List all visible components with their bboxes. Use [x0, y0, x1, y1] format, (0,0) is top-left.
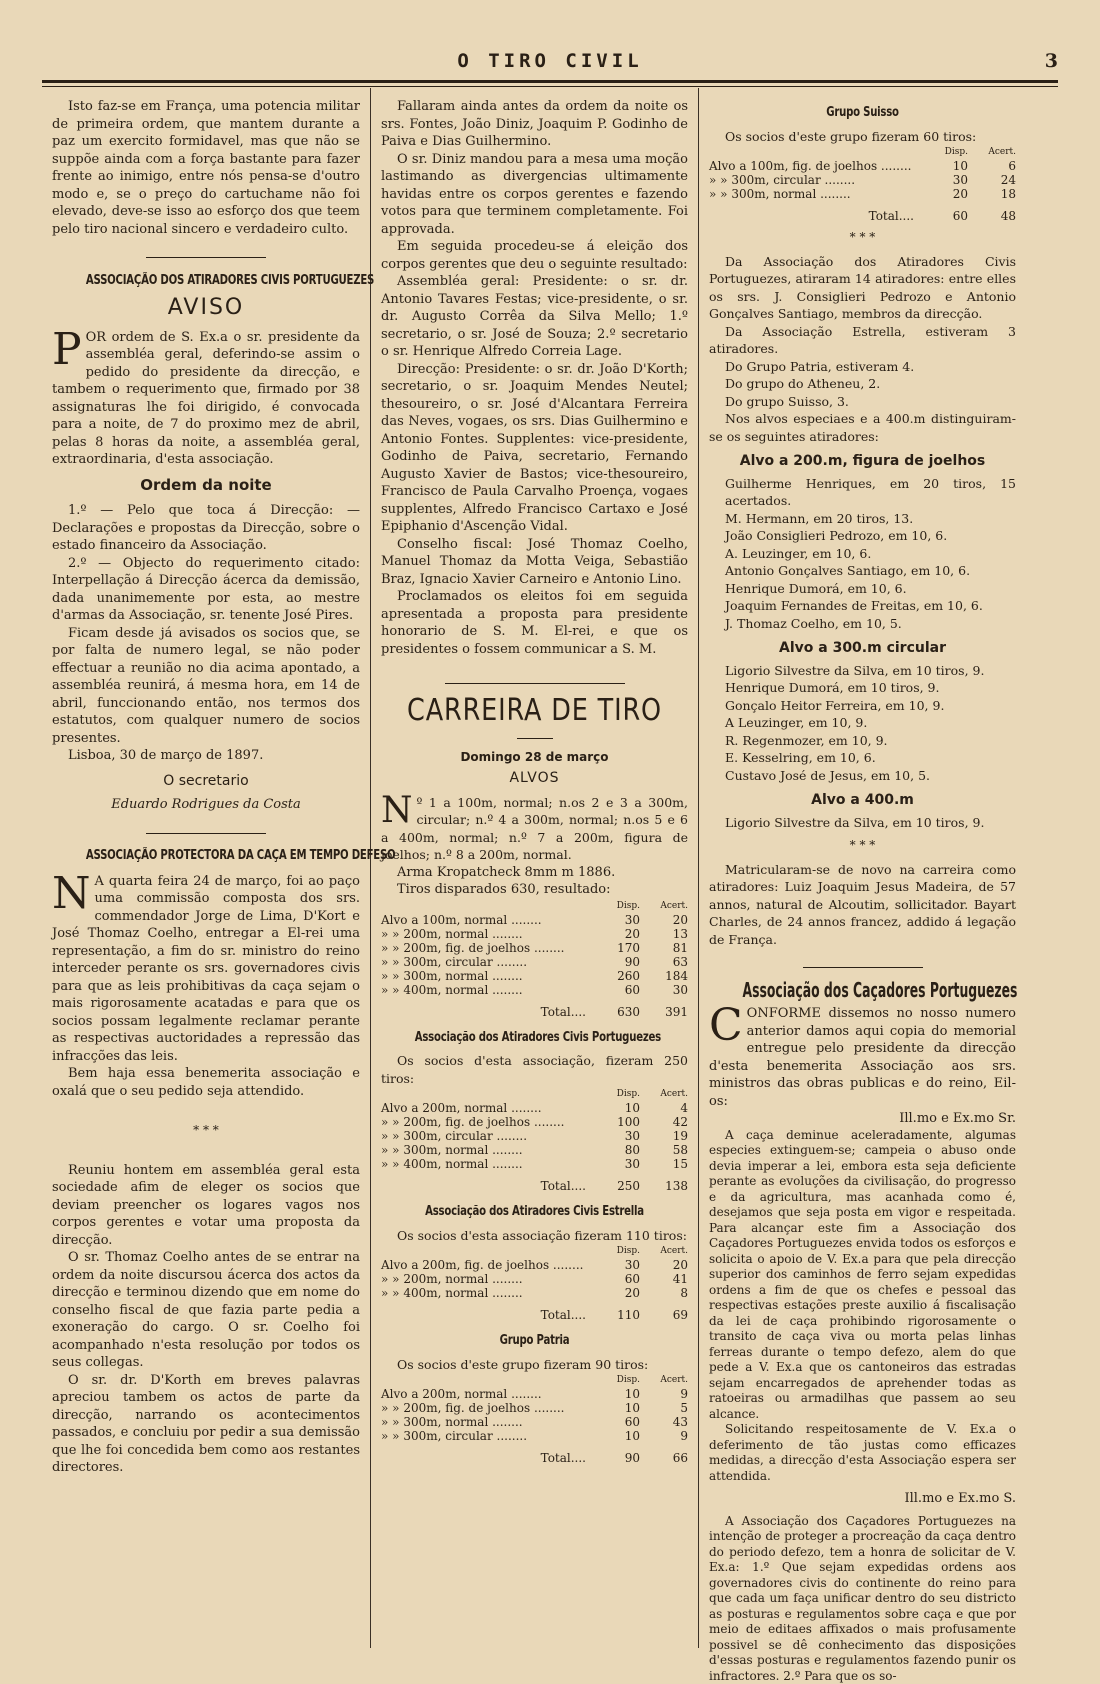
list-item: R. Regenmozer, em 10, 9.: [709, 732, 1016, 750]
list-item: Ligorio Silvestre da Silva, em 10 tiros, 9.: [709, 662, 1016, 680]
cacadores-text: ONFORME dissemos no nosso numero anterior damos aqui copia do memorial entregue pelo presidente da direcção d'esta benemerita Associação aos srs. ministros das obras publicas e do reino, Eil-os:: [709, 1006, 1016, 1109]
section-heading-suisso: Grupo Suisso: [743, 104, 982, 122]
table-row: » » 200m, normal ........ 60 41: [381, 1272, 688, 1286]
list-item: Antonio Gonçalves Santiago, em 10, 6.: [709, 562, 1016, 580]
column-3: [698, 88, 1026, 1648]
salutation: Ill.mo e Ex.mo S.: [709, 1490, 1016, 1508]
reuniu-paragraph-2: O sr. Thomaz Coelho antes de se entrar na ordem da noite discursou ácerca dos actos da direcção e terminou dizendo que em nome do conselho fiscal de que fazia parte pedia a exoneração do cargo. O sr. Coelho foi acompanhado n'esta resolução por todos os seus collegas.: [52, 1249, 360, 1372]
aviso-text: OR ordem de S. Ex.a o sr. presidente da assembléa geral, deferindo-se assim o pedido do presidente da direcção, e tambem o requerimento que, firmado por 38 assignaturas lhe foi dirigido, é convocada para a noite, de 7 do proximo mez de abril, pelas 8 horas da noite, a assembléa geral, extraordinaria, d'esta associação.: [52, 330, 360, 468]
list-item: Guilherme Henriques, em 20 tiros, 15 acertados.: [709, 475, 1016, 510]
table-row: » » 300m, normal ........ 60 43: [381, 1415, 688, 1429]
tiros-line: Tiros disparados 630, resultado:: [381, 881, 688, 899]
carreira-title: CARREIRA DE TIRO: [404, 702, 665, 720]
table-row: » » 200m, fig. de joelhos ........ 100 42: [381, 1115, 688, 1129]
section-intro: Os socios d'este grupo fizeram 60 tiros:: [709, 128, 1016, 146]
caca-paragraph-2: Bem haja essa benemerita associação e oxalá que o seu pedido seja attendido.: [52, 1065, 360, 1100]
separator: [52, 822, 360, 840]
paragraph: Da Associação Estrella, estiveram 3 atiradores.: [709, 323, 1016, 358]
cacadores-memorial-2: Solicitando respeitosamente de V. Ex.a o deferimento de tão justas como efficazes medidas, a direcção d'esta Associação espera ser attendida.: [709, 1422, 1016, 1484]
table-total-row: Total.... 110 69: [381, 1300, 688, 1322]
subheading-300: Alvo a 300.m circular: [709, 640, 1016, 658]
results-table-total: [381, 899, 688, 1019]
signature: Eduardo Rodrigues da Costa: [52, 796, 360, 814]
reuniu-paragraph-3: O sr. dr. D'Korth em breves palavras apreciou tambem os actos de parte da direcção, narrando os acontecimentos passados, e concluiu por pedir a sua demissão que lhe foi concedida bem como aos restantes directores.: [52, 1372, 360, 1477]
table-row: » » 400m, normal ........ 30 15: [381, 1157, 688, 1171]
cacadores-memorial-3: A Associação dos Caçadores Portuguezes na intenção de proteger a procreação da caça dentro do periodo defezo, tem a honra de solicitar de V. Ex.a: 1.º Que sejam expedidas ordens aos governadores civis do continente do reino para que cada um faça unificar dentro do seu districto as posturas e regulamentos sobre caça e que por meio de editaes affixados o mais profusamente possivel se dê conhecimento das disposições d'essas posturas e regulamentos fazendo punir os infractores. 2.º Para que os so-: [709, 1514, 1016, 1684]
table-row: » » 400m, normal ........ 60 30: [381, 983, 688, 997]
results-table-patria: [381, 1373, 688, 1465]
secretario-label: O secretario: [52, 773, 360, 791]
table-total-row: Total.... 250 138: [381, 1171, 688, 1193]
section-intro: Os socios d'esta associação fizeram 110 tiros:: [381, 1227, 688, 1245]
cacadores-memorial: A caça deminue aceleradamente, algumas especies extinguem-se; campeia o abuso onde devia imperar a lei, embora esta seja deficiente perante as evoluções da civilisação, do progresso e da agricultura, mas acanhada como é, desejamos que seja posta em vigor e respeitada. Para alcançar este fim a Associação dos Caçadores Portuguezes envida todos os esforços e solicita o apoio de V. Ex.a para que pela direcção superior dos caminhos de ferro sejam expedidas ordens a fim de que os chefes e pessoal das respectivas estações preste auxilio á fiscalisação da lei de caça prohibindo rigorosamente o transito de caça viva ou morta pelas linhas ferreas durante o tempo defezo, alem do que pede a V. Ex.a que os cantoneiros das estradas sejam encarregados de aprehender todas as ratoeiras ou armadilhas que passem ao seu alcance.: [709, 1128, 1016, 1423]
list-item: Gonçalo Heitor Ferreira, em 10, 9.: [709, 697, 1016, 715]
list-item: Joaquim Fernandes de Freitas, em 10, 6.: [709, 597, 1016, 615]
paragraph: Do Grupo Patria, estiveram 4.: [709, 358, 1016, 376]
table-row: Alvo a 200m, fig. de joelhos ........ 30 20: [381, 1258, 688, 1272]
table-header: Disp. Acert.: [381, 899, 688, 913]
table-row: » » 300m, normal ........ 260 184: [381, 969, 688, 983]
paragraph-assembleia: Assembléa geral: Presidente: o sr. dr. Antonio Tavares Festas; vice-presidente, o sr. dr. Augusto Corrêa da Silva Mello; 1.º secretario, o sr. José de Souza; 2.º secretario o sr. Henrique Alfredo Correia Lage.: [381, 273, 688, 361]
list-item: João Consiglieri Pedrozo, em 10, 6.: [709, 527, 1016, 545]
section-heading-cacadores: Associação dos Caçadores Portuguezes: [743, 982, 983, 1000]
paragraph: Do grupo Suisso, 3.: [709, 393, 1016, 411]
section-heading-estrella: Associação dos Atiradores Civis Estrella: [415, 1203, 654, 1221]
section-intro: Os socios d'este grupo fizeram 90 tiros:: [381, 1356, 688, 1374]
results-table-suisso: [709, 145, 1016, 223]
paragraph: Do grupo do Atheneu, 2.: [709, 375, 1016, 393]
intro-paragraph: Isto faz-se em França, uma potencia militar de primeira ordem, que mantem durante a paz um exercito formidavel, mas que não se suppõe ainda com a força bastante para fazer frente ao inimigo, entre nós pensa-se d'outro modo e, se o preço do cartuchame não foi elevado, deve-se isso ao esforço dos que teem pelo tiro nacional sincero e verdadeiro culto.: [52, 98, 360, 238]
alvos-text: º 1 a 100m, normal; n.os 2 e 3 a 300m, circular; n.º 4 a 300m, normal; n.os 5 e 6 a 400m, normal; n.º 7 a 200m, figura de joelhos; n.º 8 a 200m, normal.: [381, 795, 688, 863]
matric-paragraph: Matricularam-se de novo na carreira como atiradores: Luiz Joaquim Jesus Madeira, de 57 annos, natural de Alcoutim, sollicitador. Bayart Charles, de 24 annos francez, addido á legação de França.: [709, 861, 1016, 949]
salutation: Ill.mo e Ex.mo Sr.: [709, 1110, 1016, 1128]
paragraph-conselho: Conselho fiscal: José Thomaz Coelho, Manuel Thomaz da Motta Veiga, Sebastião Braz, Ignacio Xavier Carneiro e Antonio Lino.: [381, 536, 688, 589]
column-2: [370, 88, 698, 1648]
list-item: J. Thomaz Coelho, em 10, 5.: [709, 615, 1016, 633]
table-header: Disp. Acert.: [381, 1087, 688, 1101]
table-row: » » 200m, fig. de joelhos ........ 170 81: [381, 941, 688, 955]
newspaper-title: O TIRO CIVIL: [42, 50, 1058, 72]
page-number: 3: [1045, 50, 1058, 72]
table-row: » » 300m, circular ........ 90 63: [381, 955, 688, 969]
list-item: Ligorio Silvestre da Silva, em 10 tiros, 9.: [709, 814, 1016, 832]
paragraph: Da Associação dos Atiradores Civis Portuguezes, atiraram 14 atiradores: entre elles os srs. J. Consiglieri Pedrozo e Antonio Gonçalves Santiago, membros da direcção.: [709, 253, 1016, 323]
arma-line: Arma Kropatcheck 8mm m 1886.: [381, 864, 688, 882]
drop-cap: C: [709, 1007, 743, 1045]
separator: [52, 246, 360, 264]
separator: [381, 672, 688, 690]
ordem-item-2: 2.º — Objecto do requerimento citado: Interpellação á Direcção ácerca da demissão, dada unanimemente por esta, ao mestre d'armas da Associação, sr. tenente José Pires.: [52, 555, 360, 625]
asterism: * * *: [709, 837, 1016, 855]
list-300: [709, 662, 1016, 785]
table-row: » » 300m, normal ........ 80 58: [381, 1143, 688, 1157]
section-intro: Os socios d'esta associação, fizeram 250 tiros:: [381, 1052, 688, 1087]
cacadores-paragraph: [709, 1005, 1016, 1110]
section-heading-patria: Grupo Patria: [415, 1332, 654, 1350]
list-item: Custavo José de Jesus, em 10, 5.: [709, 767, 1016, 785]
subheading-200: Alvo a 200.m, figura de joelhos: [709, 453, 1016, 471]
table-row: Alvo a 200m, normal ........ 10 4: [381, 1101, 688, 1115]
list-item: Henrique Dumorá, em 10 tiros, 9.: [709, 679, 1016, 697]
list-item: A Leuzinger, em 10, 9.: [709, 714, 1016, 732]
list-item: M. Hermann, em 20 tiros, 13.: [709, 510, 1016, 528]
aviso-paragraph: [52, 329, 360, 469]
asterism: * * *: [709, 229, 1016, 247]
list-400: [709, 814, 1016, 832]
ordem-title: Ordem da noite: [52, 477, 360, 495]
reuniu-paragraph-1: Reuniu hontem em assembléa geral esta sociedade afim de eleger os socios que deviam preencher os logares vagos nos corpos gerentes e votar uma proposta da direcção.: [52, 1162, 360, 1250]
asterism: * * *: [52, 1122, 360, 1140]
table-total-row: Total.... 630 391: [381, 997, 688, 1019]
paragraph: Proclamados os eleitos foi em seguida apresentada a proposta para presidente honorario de S. M. El-rei, e que os presidentes o fossem communicar a S. M.: [381, 588, 688, 658]
ordem-item-1: 1.º — Pelo que toca á Direcção: — Declarações e propostas da Direcção, sobre o estado financeiro da Associação.: [52, 502, 360, 555]
paragraph: Em seguida procedeu-se á eleição dos corpos gerentes que deu o seguinte resultado:: [381, 238, 688, 273]
table-header: Disp. Acert.: [381, 1244, 688, 1258]
table-total-row: Total.... 90 66: [381, 1443, 688, 1465]
section-heading-acp: Associação dos Atiradores Civis Portuguezes: [415, 1029, 654, 1047]
section-heading-caca: ASSOCIAÇÃO PROTECTORA DA CAÇA EM TEMPO DEFESO: [86, 847, 326, 865]
results-table-acp: [381, 1087, 688, 1193]
table-row: Alvo a 100m, fig. de joelhos ........ 10 6: [709, 159, 1016, 173]
section-heading-atiradores: ASSOCIAÇÃO DOS ATIRADORES CIVIS PORTUGUEZES: [86, 272, 326, 290]
paragraph: Nos alvos especiaes e a 400.m distinguiram-se os seguintes atiradores:: [709, 410, 1016, 445]
caca-text: A quarta feira 24 de março, foi ao paço uma commissão composta dos srs. commendador Jorge de Lima, D'Kort e José Thomaz Coelho, entregar a El-rei uma representação, a fim do sr. ministro do reino interceder perante os srs. governadores civis para que as leis prohibitivas da caça sejam o mais rigorosamente acatadas e para que os socios possam legalmente reclamar perante as respectivas auctoridades a repressão das infracções das leis.: [52, 874, 360, 1064]
ordem-item-3: Ficam desde já avisados os socios que, se por falta de numero legal, se não poder effectuar a reunião no dia acima apontado, a assembléa reunirá, á mesma hora, em 14 de abril, funccionando então, nos termos dos estatutos, com qualquer numero de socios presentes.: [52, 625, 360, 748]
table-row: » » 200m, fig. de joelhos ........ 10 5: [381, 1401, 688, 1415]
header-rule-thin: [42, 86, 1058, 87]
alvos-paragraph: [381, 794, 688, 864]
table-row: » » 200m, normal ........ 20 13: [381, 927, 688, 941]
separator: [709, 956, 1016, 974]
list-item: E. Kesselring, em 10, 6.: [709, 749, 1016, 767]
caca-paragraph: [52, 873, 360, 1066]
paragraph: Fallaram ainda antes da ordem da noite os srs. Fontes, João Diniz, Joaquim P. Godinho de Paiva e Dias Guilhermino.: [381, 98, 688, 151]
table-row: Alvo a 200m, normal ........ 10 9: [381, 1387, 688, 1401]
table-row: » » 400m, normal ........ 20 8: [381, 1286, 688, 1300]
table-row: » » 300m, circular ........ 30 19: [381, 1129, 688, 1143]
table-row: » » 300m, normal ........ 20 18: [709, 187, 1016, 201]
date-line: Lisboa, 30 de março de 1897.: [52, 747, 360, 765]
column-1: [42, 88, 370, 1648]
list-item: Henrique Dumorá, em 10, 6.: [709, 580, 1016, 598]
table-row: » » 300m, circular ........ 10 9: [381, 1429, 688, 1443]
drop-cap: N: [381, 796, 413, 826]
alvos-heading: ALVOS: [381, 770, 688, 788]
header-rule: [42, 80, 1058, 83]
paragraph: O sr. Diniz mandou para a mesa uma moção lastimando as divergencias ultimamente havidas entre os corpos gerentes e fazendo votos para que terminem completamente. Foi approvada.: [381, 151, 688, 239]
list-200: [709, 475, 1016, 633]
table-header: Disp. Acert.: [381, 1373, 688, 1387]
carreira-date: Domingo 28 de março: [381, 749, 688, 767]
drop-cap: N: [52, 875, 91, 913]
aviso-title: AVISO: [52, 299, 360, 317]
drop-cap: P: [52, 331, 82, 369]
table-row: » » 300m, circular ........ 30 24: [709, 173, 1016, 187]
paragraph-direccao: Direcção: Presidente: o sr. dr. João D'Korth; secretario, o sr. Joaquim Mendes Neutel; thesoureiro, o sr. José d'Alcantara Ferreira das Neves, vogaes, os srs. Dias Guilhermino e Antonio Fontes. Supplentes: vice-presidente, Godinho de Paiva, secretario, Fernando Augusto Xavier de Bastos; vice-thesoureiro, Francisco de Paula Carvalho Proença, vogaes supplentes, Alfredo Francisco Cartaxo e José Epiphanio d'Ascenção Vidal.: [381, 361, 688, 536]
masthead: [42, 0, 1058, 88]
table-total-row: Total.... 60 48: [709, 201, 1016, 223]
list-item: A. Leuzinger, em 10, 6.: [709, 545, 1016, 563]
results-table-estrella: [381, 1244, 688, 1322]
table-row: Alvo a 100m, normal ........ 30 20: [381, 913, 688, 927]
subheading-400: Alvo a 400.m: [709, 792, 1016, 810]
table-header: Disp. Acert.: [709, 145, 1016, 159]
